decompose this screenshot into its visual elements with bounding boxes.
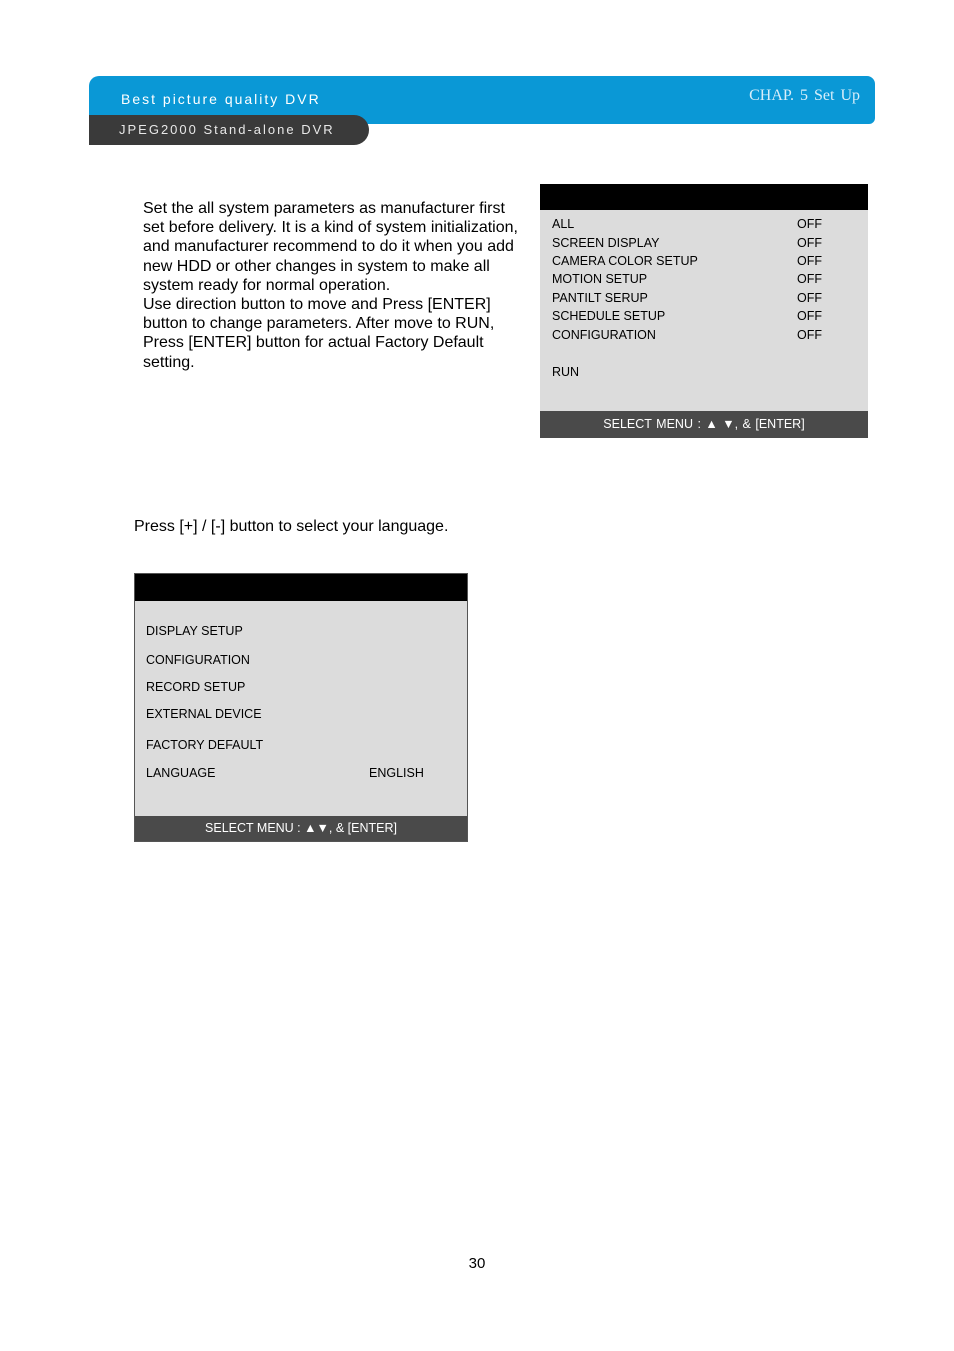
menu-row-value[interactable]: OFF <box>797 236 822 250</box>
panel-footer: SELECT MENU : ▲▼, & [ENTER] <box>135 816 467 841</box>
page-number: 30 <box>468 1255 486 1272</box>
menu-row-value[interactable]: OFF <box>797 272 822 286</box>
factory-default-panel <box>540 184 868 438</box>
menu-row-value[interactable]: OFF <box>797 254 822 268</box>
description-paragraph: Set the all system parameters as manufacturer first set before delivery. It is a kind of system initialization, and manufacturer recommend to do it when you add new HDD or other changes in system to make all system ready for normal operation. <box>143 200 518 294</box>
menu-item-factory-default[interactable] <box>146 738 446 752</box>
menu-row-schedule-setup[interactable] <box>552 309 842 323</box>
panel-title-bar <box>540 184 868 210</box>
menu-row-label: PANTILT SERUP <box>552 291 648 305</box>
menu-row-screen-display[interactable] <box>552 236 842 250</box>
menu-item-label: FACTORY DEFAULT <box>146 738 264 752</box>
menu-row-value[interactable]: OFF <box>797 309 822 323</box>
panel-title-bar <box>135 574 467 601</box>
menu-row-label: SCREEN DISPLAY <box>552 236 660 250</box>
chapter-label: CHAP. 5 Set Up <box>749 87 860 104</box>
menu-item-label: RECORD SETUP <box>146 680 246 694</box>
menu-row-motion-setup[interactable] <box>552 272 842 286</box>
menu-row-label: CONFIGURATION <box>552 328 656 342</box>
menu-item-label: CONFIGURATION <box>146 653 250 667</box>
header-subtitle: JPEG2000 Stand-alone DVR <box>119 122 335 137</box>
menu-row-configuration[interactable] <box>552 328 842 342</box>
menu-row-all[interactable] <box>552 217 842 231</box>
run-button[interactable]: RUN <box>552 365 580 379</box>
menu-row-value[interactable]: OFF <box>797 291 822 305</box>
menu-item-record-setup[interactable] <box>146 680 446 694</box>
menu-item-label: LANGUAGE <box>146 766 216 780</box>
main-menu-panel <box>134 573 468 842</box>
menu-row-camera-color-setup[interactable] <box>552 254 842 268</box>
menu-item-label: EXTERNAL DEVICE <box>146 707 262 721</box>
menu-row-value[interactable]: OFF <box>797 217 822 231</box>
menu-item-label: DISPLAY SETUP <box>146 624 243 638</box>
language-value[interactable]: ENGLISH <box>369 766 424 780</box>
panel-footer: SELECT MENU : ▲ ▼, & [ENTER] <box>540 411 868 438</box>
menu-item-language[interactable] <box>146 766 446 780</box>
menu-row-label: MOTION SETUP <box>552 272 648 286</box>
menu-row-label: SCHEDULE SETUP <box>552 309 666 323</box>
menu-item-configuration[interactable] <box>146 653 446 667</box>
factory-default-description <box>143 199 518 372</box>
header-title: Best picture quality DVR <box>121 91 321 107</box>
menu-item-display-setup[interactable] <box>146 624 446 638</box>
menu-item-external-device[interactable] <box>146 707 446 721</box>
menu-row-pantilt-setup[interactable] <box>552 291 842 305</box>
description-paragraph: Use direction button to move and Press [ENTER] button to change parameters. After move to RUN, Press [ENTER] button for actual Factory Default setting. <box>143 296 495 371</box>
menu-row-label: CAMERA COLOR SETUP <box>552 254 698 268</box>
language-instruction: Press [+] / [-] button to select your language. <box>134 518 449 535</box>
menu-row-value[interactable]: OFF <box>797 328 822 342</box>
menu-row-label: ALL <box>552 217 575 231</box>
